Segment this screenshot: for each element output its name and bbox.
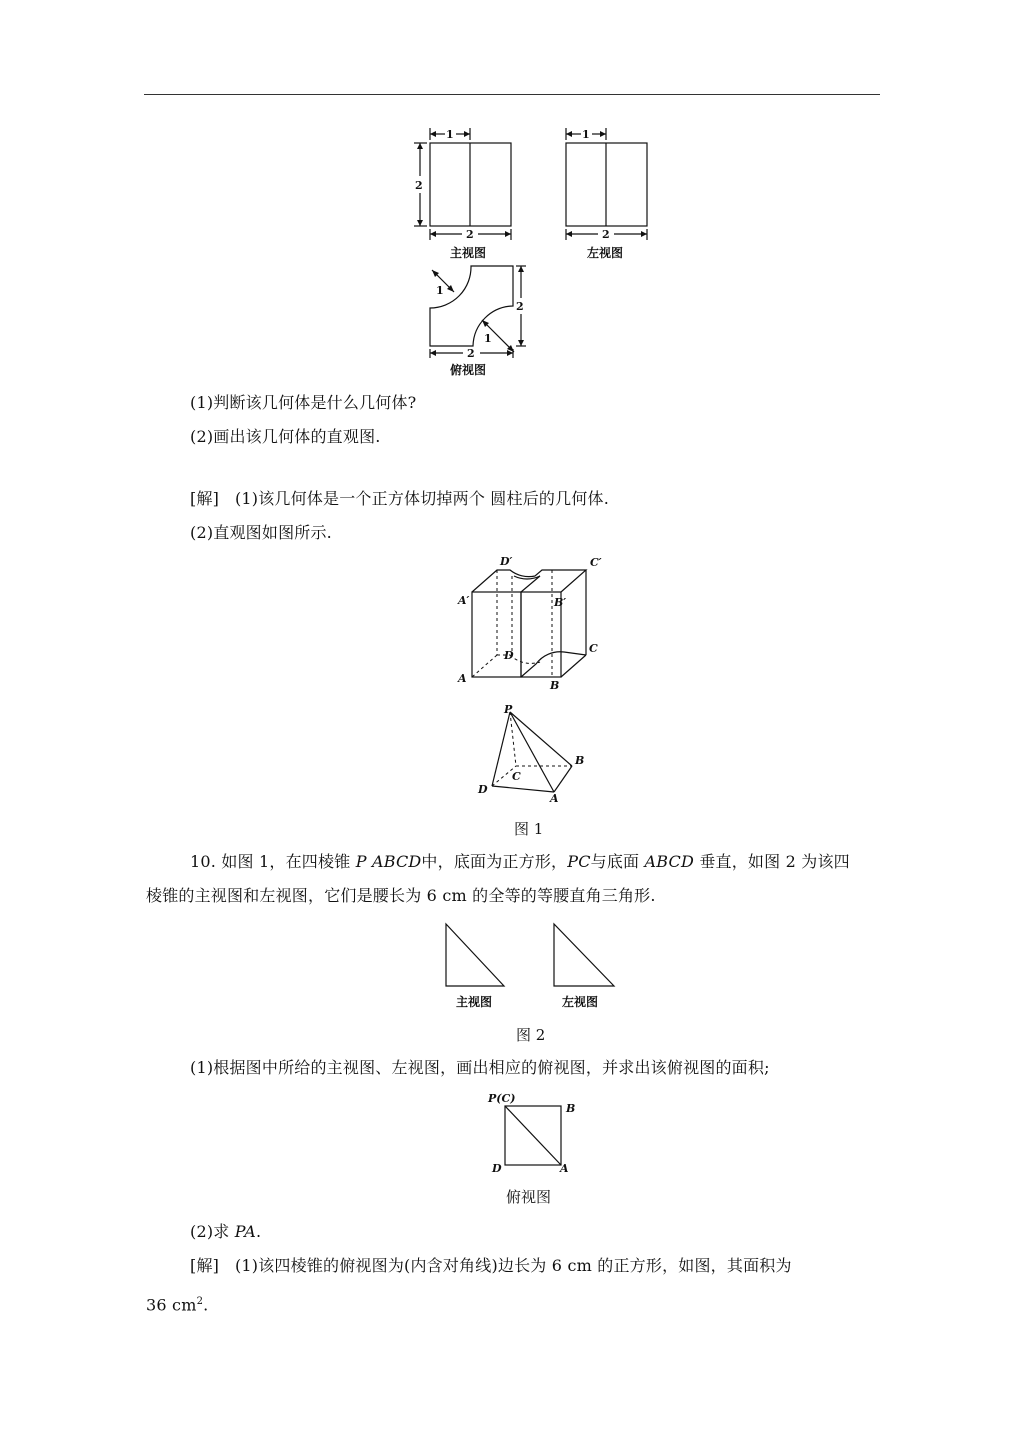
top-view-caption: 俯视图 bbox=[506, 1188, 552, 1206]
top-square-label-B: B bbox=[566, 1102, 576, 1115]
top-square-label-PC: P(C) bbox=[488, 1092, 516, 1105]
top-view-label: 俯视图 bbox=[450, 363, 487, 377]
side-view-triangle bbox=[554, 924, 614, 986]
q10-solution-text: (1)该四棱锥的俯视图为(内含对角线)边长为 6 cm 的正方形，如图，其面积为 bbox=[234, 1256, 792, 1275]
side-width-dim: 1 bbox=[582, 128, 590, 141]
pyramid-label-D: D bbox=[478, 783, 488, 796]
q10-part2-b: PA bbox=[234, 1222, 257, 1241]
front-width-dim: 1 bbox=[446, 128, 454, 141]
q10-text-f: ABCD bbox=[644, 852, 695, 871]
top-square-label-D: D bbox=[492, 1162, 502, 1175]
side-view-label: 左视图 bbox=[587, 246, 624, 260]
front-view-triangle bbox=[446, 924, 504, 986]
q9-solution-line1 bbox=[190, 489, 609, 509]
q9-solution-line2: (2)直观图如图所示. bbox=[190, 523, 332, 542]
front-bottom-dim: 2 bbox=[466, 228, 474, 241]
q10-text-b: P ABCD bbox=[355, 852, 422, 871]
cube-label-D: D bbox=[504, 649, 514, 662]
front-view-label: 主视图 bbox=[450, 246, 487, 260]
q10-text-c: 中，底面为正方形， bbox=[421, 852, 568, 871]
q10-solution-tag: [解] bbox=[190, 1256, 220, 1275]
cube-label-D1: D′ bbox=[500, 555, 513, 568]
tri-front-label: 主视图 bbox=[456, 995, 493, 1009]
header-rule bbox=[144, 94, 880, 95]
three-views-figure bbox=[400, 120, 660, 382]
pyramid-label-A: A bbox=[550, 792, 559, 805]
q10-sol2-b: . bbox=[203, 1295, 209, 1315]
q10-solution-line2 bbox=[146, 1292, 208, 1315]
top-view-square-figure bbox=[484, 1088, 584, 1178]
top-radius-dim-2: 1 bbox=[484, 332, 492, 345]
top-radius-dim-1: 1 bbox=[436, 284, 444, 297]
cube-label-B1: B′ bbox=[554, 596, 567, 609]
tri-side-label: 左视图 bbox=[562, 995, 599, 1009]
q10-part2-c: . bbox=[256, 1222, 262, 1241]
cube-figure bbox=[452, 552, 612, 692]
q10-line1 bbox=[190, 852, 850, 872]
q10-text-e: 与底面 bbox=[590, 852, 645, 871]
cube-label-C: C bbox=[589, 642, 598, 655]
cube-label-A1: A′ bbox=[458, 594, 470, 607]
q9-part1: (1)判断该几何体是什么几何体? bbox=[190, 393, 417, 412]
pyramid-label-P: P bbox=[504, 703, 513, 716]
cube-label-B: B bbox=[550, 679, 560, 692]
q9-part2: (2)画出该几何体的直观图. bbox=[190, 427, 381, 446]
top-view-shape bbox=[430, 266, 513, 346]
q10-text-d: PC bbox=[567, 852, 591, 871]
figure-1-caption: 图 1 bbox=[514, 820, 544, 838]
q10-line2: 棱锥的主视图和左视图，它们是腰长为 6 cm 的全等的等腰直角三角形. bbox=[146, 886, 656, 905]
top-right-dim: 2 bbox=[516, 300, 524, 313]
q10-part2-a: (2)求 bbox=[190, 1222, 235, 1241]
q10-sol2-a: 36 cm bbox=[146, 1295, 197, 1315]
cube-label-A: A bbox=[458, 672, 467, 685]
q9-solution-text: (1)该几何体是一个正方体切掉两个 圆柱后的几何体. bbox=[234, 489, 609, 508]
q9-solution-tag: [解] bbox=[190, 489, 220, 508]
q10-part2 bbox=[190, 1222, 261, 1242]
q10-text-a: 10. 如图 1，在四棱锥 bbox=[190, 852, 356, 871]
front-height-dim: 2 bbox=[415, 179, 423, 192]
figure-2-caption: 图 2 bbox=[516, 1026, 546, 1044]
pyramid-figure bbox=[470, 700, 600, 806]
top-square-label-A: A bbox=[560, 1162, 569, 1175]
cube-label-C1: C′ bbox=[590, 556, 602, 569]
side-bottom-dim: 2 bbox=[602, 228, 610, 241]
q10-part1: (1)根据图中所给的主视图、左视图，画出相应的俯视图，并求出该俯视图的面积; bbox=[190, 1058, 770, 1077]
figure-2-triangles bbox=[440, 920, 620, 1012]
top-bottom-dim: 2 bbox=[467, 347, 475, 360]
q10-solution-line1 bbox=[190, 1256, 792, 1276]
pyramid-label-C: C bbox=[512, 770, 521, 783]
pyramid-label-B: B bbox=[575, 754, 585, 767]
q10-sol2-sup: 2 bbox=[196, 1296, 204, 1307]
q10-text-g: 垂直，如图 2 为该四 bbox=[694, 852, 850, 871]
